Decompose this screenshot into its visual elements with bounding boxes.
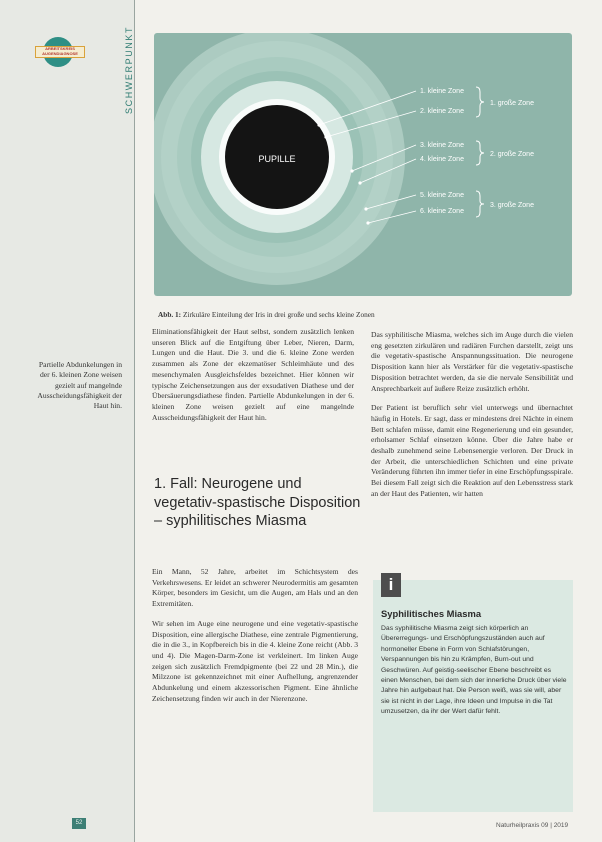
info-box-title: Syphilitisches Miasma (381, 608, 482, 619)
zone-label: 2. kleine Zone (420, 108, 464, 115)
logo (35, 37, 83, 67)
paragraph: Das syphilitische Miasma, welches sich im Auge durch die vielen eng gesetzten zirkulären und radiären Furchen darstellt, zeigt uns die vegetativ-spastische Anspannungssituation. Die neurogene Disposition kann hier als Verstärker für die vegetativ-spastische Disposition betrachtet werden, da sie die nervale Sensibilität und Ansprechbarkeit auf äußere Reize zusätzlich erhöht. (371, 330, 573, 393)
zone-label: 4. kleine Zone (420, 156, 464, 163)
info-icon: i (381, 573, 401, 597)
paragraph: Eliminationsfähigkeit der Haut selbst, sondern zusätzlich lenken unseren Blick auf die Entgiftung über Leber, Nieren, Darm, Lungen und die Haut. Die 3. und die 6. kleine Zone werden zusammen als Zone der ekzematöser Schleimhäute und des mesenchymalen Ausgleichsfeldes bezeichnet. Hier können wir typische Zeichensetzungen aus der exsudativen Diathese und der Übersäuerungsdiathese finden. Partielle Abdunkelungen in der 6. kleinen Zone weisen gezielt auf eine mangelnde Ausscheidungsfähigkeit der Haut hin. (152, 327, 354, 422)
footer-journal: Naturheilpraxis 09 | 2019 (496, 822, 569, 829)
figure-caption (158, 310, 558, 319)
zone-label: 1. kleine Zone (420, 88, 464, 95)
iris-diagram (154, 33, 572, 296)
group-label: 2. große Zone (490, 151, 534, 158)
caption-label: Abb. 1: (158, 310, 182, 319)
paragraph: Wir sehen im Auge eine neurogene und eine vegetativ-spastische Disposition, eine allergische Diathese, eine zentrale Pigmentierung, die in die 3., in Kopfbereich bis in die 4. kleine Zone reicht (Abb. 3 und 4). Die Magen-Darm-Zone ist verkleinert. Im linken Auge zeigen sich zusätzlich Fremdpigmente (bei 22 und 28 Min.), die Milzzone ist gekennzeichnet mit einer Aufhellung, angrenzender Abdunkelung und einem akzessorischen Pigment. Eine ähnliche Zeichensetzung finden wir auch in der Nierenzone. (152, 618, 358, 703)
column-left-body (152, 567, 358, 713)
margin-note: Partielle Abdunkelungen in der 6. kleinen Zone weisen gezielt auf mangelnde Ausscheidungsfähigkeit der Haut hin. (37, 360, 122, 411)
logo-band (35, 46, 85, 58)
pupil-label: PUPILLE (258, 154, 296, 164)
caption-text: Zirkuläre Einteilung der Iris in drei große und sechs kleine Zonen (182, 310, 375, 319)
paragraph: Ein Mann, 52 Jahre, arbeitet im Schichtsystem des Verkehrswesens. Er leidet an schwerer Neurodermitis am gesamten Körper, besonders im Gesicht, um die Augen, am Hals und an den Extremitäten. (152, 567, 358, 609)
logo-line1: ARBEITSKREIS (45, 46, 75, 51)
logo-line2: AUGENDIAGNOSE (42, 50, 78, 56)
info-box-text: Das syphilitische Miasma zeigt sich körperlich an Übererregungs- und Erschöpfungszuständen auch auf hormoneller Ebene in Form von Schlafstörungen, Verspannungen bis hin zu Krämpfen, Burn-out und Geschwüren. Auf geistig-seelischer Ebene beschreibt es einen Menschen, bei dem sich der innerliche Druck über viele Jahre hin aufgebaut hat. Die Person weiß, was sie will, aber sie ist nicht in der Lage, ihre Ideen und Impulse in die Tat umzusetzen, da ihr der Wert dafür fehlt. (381, 625, 567, 716)
info-box (373, 575, 573, 812)
zone-label: 3. kleine Zone (420, 142, 464, 149)
column-divider (134, 0, 135, 842)
page-number: 52 (72, 818, 86, 829)
section-label: SCHWERPUNKT (124, 25, 134, 114)
column-left-intro (152, 327, 354, 432)
sidebar-column (0, 0, 134, 842)
zone-label: 6. kleine Zone (420, 208, 464, 215)
zone-label: 5. kleine Zone (420, 192, 464, 199)
group-label: 1. große Zone (490, 100, 534, 107)
group-label: 3. große Zone (490, 202, 534, 209)
iris-zone-figure (154, 33, 572, 296)
article-heading: 1. Fall: Neurogene und vegetativ-spastische Disposition – syphilitisches Miasma (154, 476, 361, 529)
section-label-wrap (112, 22, 134, 122)
column-right (371, 330, 573, 509)
paragraph: Der Patient ist beruflich sehr viel unterwegs und übernachtet häufig in Hotels. Er sagt, dass er mindestens drei Nächte in einem Bett schlafen müsse, damit eine Regenerierung und ein gesunder, erholsamer Schlaf einsetzen könne. Über die Jahre habe er deshalb zunehmend seine Lebensenergie verloren. Der Druck in der Arbeit, die unterschiedlichen Schichten und eine private Veränderung führten ihn immer tiefer in eine Erschöpfungsspirale. Bei diesem Fall zeigt sich die Reaktion auf den Lebensstress stark an der Haut des Patienten, wir hatten (371, 403, 574, 498)
group-braces (476, 87, 484, 217)
